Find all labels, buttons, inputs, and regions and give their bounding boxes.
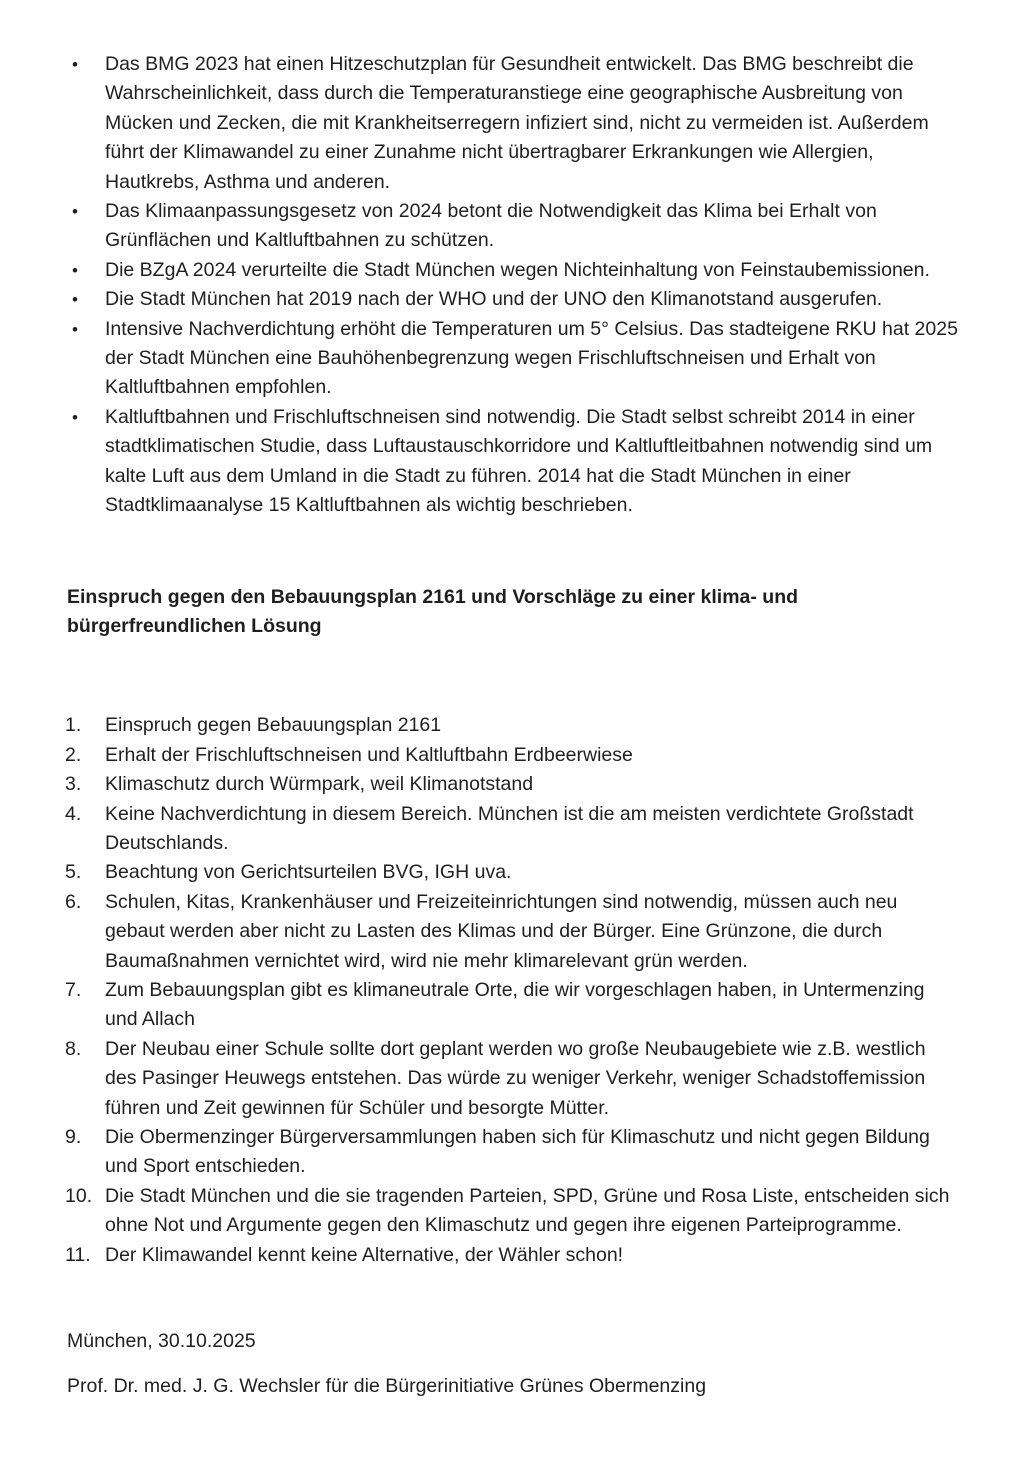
- numbered-list-item: [65, 770, 965, 799]
- bullet-marker: •: [72, 260, 78, 280]
- item-number: 6.: [65, 890, 82, 913]
- bullet-text: Kaltluftbahnen und Frischluftschneisen sind notwendig. Die Stadt selbst schreibt 2014 in einer stadtklimatischen Studie, dass Luftaustauschkorridore und Kaltluftleitbahnen notwendig sind um kalte Luft aus dem Umland in die Stadt zu führen. 2014 hat die Stadt München in einer Stadtklimaanalyse 15 Kaltluftbahnen als wichtig beschrieben.: [105, 405, 933, 517]
- bullet-list-item: [65, 403, 965, 521]
- bullet-text: Intensive Nachverdichtung erhöht die Temperaturen um 5° Celsius. Das stadteigene RKU hat 2025 der Stadt München eine Bauhöhenbegrenzung wegen Frischluftschneisen und Erhalt von Kaltluftbahnen empfohlen.: [105, 317, 958, 399]
- item-text: Der Neubau einer Schule sollte dort geplant werden wo große Neubaugebiete wie z.B. westlich des Pasinger Heuwegs entstehen. Das würde zu weniger Verkehr, weniger Schadstoffemission führen und Zeit gewinnen für Schüler und besorgte Mütter.: [105, 1037, 926, 1119]
- item-number: 2.: [65, 743, 82, 766]
- numbered-list-item: [65, 976, 965, 1035]
- numbered-list-item: [65, 741, 965, 770]
- item-number: 9.: [65, 1126, 82, 1148]
- item-number: 1.: [65, 714, 82, 737]
- item-text: Zum Bebauungsplan gibt es klimaneutrale Orte, die wir vorgeschlagen haben, in Untermenzing und Allach: [105, 978, 925, 1031]
- bullet-list-item: [65, 256, 965, 285]
- item-text: Keine Nachverdichtung in diesem Bereich. München ist die am meisten verdichtete Großstadt Deutschlands.: [105, 802, 914, 854]
- bullet-list-item: [65, 197, 965, 256]
- bullet-marker: •: [72, 290, 78, 310]
- item-number: 10.: [65, 1184, 93, 1207]
- item-number: 4.: [65, 802, 82, 825]
- bullet-text: Das BMG 2023 hat einen Hitzeschutzplan für Gesundheit entwickelt. Das BMG beschreibt die Wahrscheinlichkeit, dass durch die Temperaturanstiege eine geographische Ausbreitung von Mücken und Zecken, die mit Krankheitserregern infiziert sind, nicht zu vermeiden ist. Außerdem führt der Klimawandel zu einer Zunahme nicht übertragbarer Erkrankungen wie Allergien, Hautkrebs, Asthma und anderen.: [105, 53, 929, 193]
- bullet-text: Das Klimaanpassungsgesetz von 2024 betont die Notwendigkeit das Klima bei Erhalt von Grünflächen und Kaltluftbahnen zu schützen.: [105, 200, 877, 252]
- item-number: 5.: [65, 861, 82, 884]
- section-heading: Einspruch gegen den Bebauungsplan 2161 und Vorschläge zu einer klima- und bürgerfreundlichen Lösung: [67, 585, 799, 637]
- bullet-marker: •: [72, 407, 78, 427]
- numbered-list-item: [65, 1123, 965, 1182]
- item-number: 8.: [65, 1037, 82, 1060]
- item-number: 7.: [65, 978, 82, 1001]
- item-text: Die Stadt München und die sie tragenden Parteien, SPD, Grüne und Rosa Liste, entscheiden sich ohne Not und Argumente gegen den Klimaschutz und gegen ihre eigenen Parteiprogramme.: [105, 1184, 950, 1237]
- numbered-list-item: [65, 1241, 965, 1270]
- numbered-list-item: [65, 1035, 965, 1123]
- item-text: Klimaschutz durch Würmpark, weil Klimanotstand: [105, 773, 534, 796]
- numbered-list-item: [65, 888, 965, 976]
- bullet-text: Die BZgA 2024 verurteilte die Stadt München wegen Nichteinhaltung von Feinstaubemissionen.: [105, 258, 930, 281]
- bullet-marker: •: [72, 202, 78, 222]
- bullet-marker: •: [72, 319, 78, 339]
- item-text: Beachtung von Gerichtsurteilen BVG, IGH uva.: [105, 861, 512, 884]
- item-text: Der Klimawandel kennt keine Alternative, der Wähler schon!: [105, 1243, 624, 1266]
- item-number: 3.: [65, 773, 82, 796]
- item-text: Einspruch gegen Bebauungsplan 2161: [105, 714, 442, 737]
- numbered-list: [65, 711, 965, 1270]
- item-number: 11.: [65, 1243, 91, 1266]
- item-text: Schulen, Kitas, Krankenhäuser und Freizeiteinrichtungen sind notwendig, müssen auch neu gebaut werden aber nicht zu Lasten des Klimas und der Bürger. Eine Grünzone, die durch Baumaßnahmen vernichtet wird, wird nie mehr klimarelevant grün werden.: [105, 890, 898, 972]
- date-line: München, 30.10.2025: [67, 1330, 256, 1353]
- bullet-text: Die Stadt München hat 2019 nach der WHO und der UNO den Klimanotstand ausgerufen.: [105, 288, 883, 311]
- numbered-list-item: [65, 711, 965, 740]
- item-text: Die Obermenzinger Bürgerversammlungen haben sich für Klimaschutz und nicht gegen Bildung und Sport entschieden.: [105, 1126, 930, 1178]
- bullet-list-item: [65, 50, 965, 197]
- bullet-marker: •: [72, 55, 78, 74]
- signature-line: Prof. Dr. med. J. G. Wechsler für die Bürgerinitiative Grünes Obermenzing: [67, 1375, 707, 1398]
- bullet-list: [65, 50, 965, 521]
- numbered-list-item: [65, 800, 965, 859]
- numbered-list-item: [65, 1182, 965, 1241]
- item-text: Erhalt der Frischluftschneisen und Kaltluftbahn Erdbeerwiese: [105, 743, 633, 766]
- bullet-list-item: [65, 285, 965, 314]
- bullet-list-item: [65, 315, 965, 403]
- numbered-list-item: [65, 858, 965, 887]
